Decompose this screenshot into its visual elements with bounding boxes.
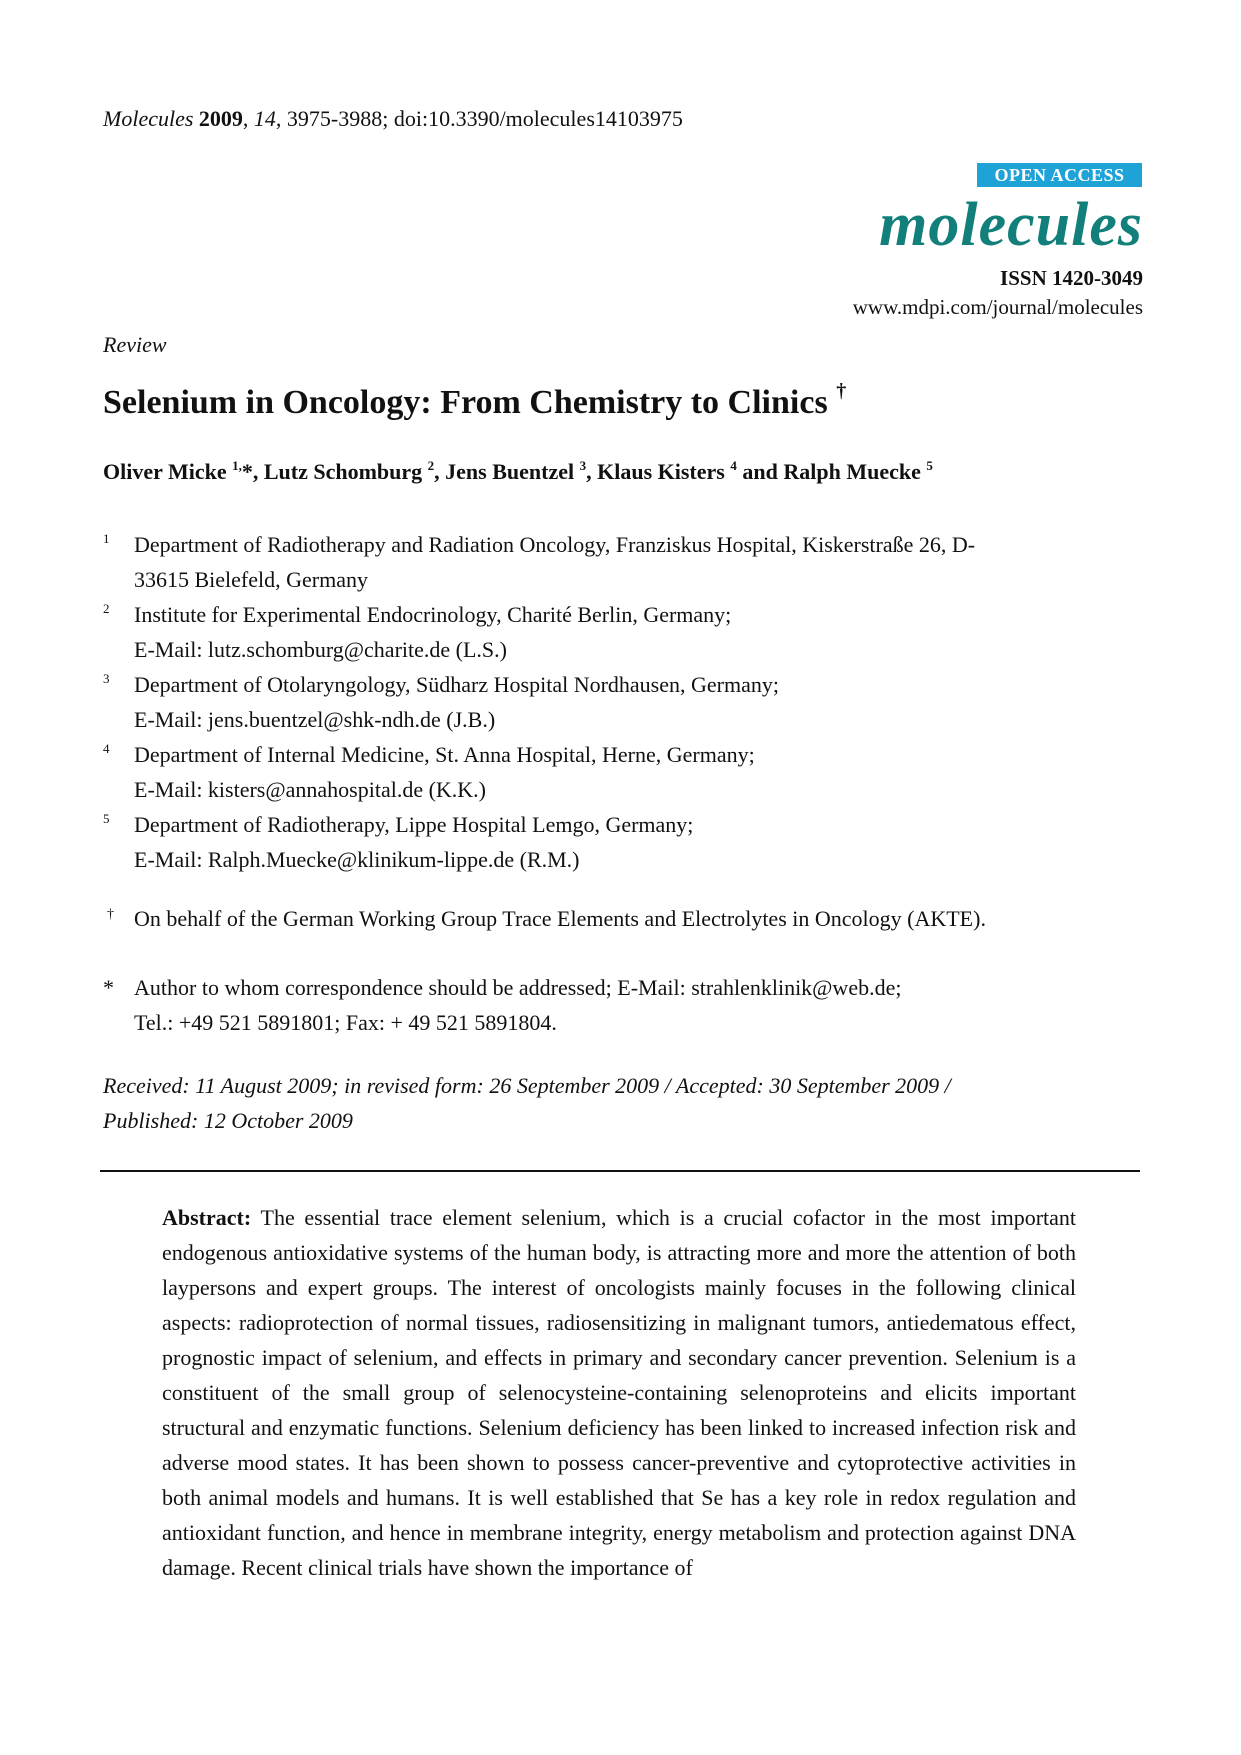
affiliation-email[interactable]: E-Mail: jens.buentzel@shk-ndh.de (J.B.) [134,707,496,732]
journal-name: Molecules [103,106,194,131]
citation-year: 2009 [198,106,243,131]
correspondence-star: * [103,975,114,1000]
correspondence-line: Author to whom correspondence should be addressed; E-Mail: strahlenklinik@web.de; [134,975,902,1000]
author-name: Klaus Kisters [597,459,725,484]
affiliation-2 [103,597,1113,667]
author-affil-sup: 2 [427,458,435,473]
article-type: Review [103,332,167,357]
title-dagger: † [836,380,847,402]
affiliation-line: Department of Radiotherapy and Radiation Oncology, Franziskus Hospital, Kiskerstraße 26, D- [134,532,976,557]
author-sep: and [736,459,784,484]
dagger-note [103,901,1133,936]
abstract-text: The essential trace element selenium, which is a crucial cofactor in the most important endogenous antioxidative systems of the human body, is attracting more and more the attention of both laypersons and expert groups. The interest of oncologists mainly focuses in the following clinical aspects: radioprotection of normal tissues, radiosensitizing in malignant tumors, antiedematous effect, prognostic impact of selenium, and effects in primary and secondary cancer prevention. Selenium is a constituent of the small group of selenocysteine-containing selenoproteins and elicits important structural and enzymatic functions. Selenium deficiency has been linked to increased infection risk and adverse mood states. It has been shown to possess cancer-preventive and cytoprotective activities in both animal models and humans. It is well established that Se has a key role in redox regulation and antioxidant function, and hence in membrane integrity, energy metabolism and protection against DNA damage. Recent clinical trials have shown the importance of [162,1205,1077,1580]
affiliation-1 [103,527,1113,597]
dagger-mark: † [107,907,114,922]
affiliation-number: 5 [103,811,110,826]
citation-volume: 14 [253,106,276,131]
author-sep: , [434,459,446,484]
affiliation-number: 3 [103,671,110,686]
author-4 [597,459,783,484]
author-sep: , [252,459,264,484]
author-affil-sup: 3 [579,458,587,473]
affiliation-email[interactable]: E-Mail: kisters@annahospital.de (K.K.) [134,777,487,802]
affiliation-number: 1 [103,531,110,546]
author-name: Jens Buentzel [445,459,575,484]
author-2 [264,459,445,484]
affiliation-3 [103,667,1113,737]
journal-url[interactable]: www.mdpi.com/journal/molecules [852,295,1143,319]
affiliation-line: Department of Radiotherapy, Lippe Hospital Lemgo, Germany; [134,812,694,837]
dates-line: Received: 11 August 2009; in revised form: 26 September 2009 / Accepted: 30 September 2009 / [103,1073,951,1098]
affiliation-line: 33615 Bielefeld, Germany [134,567,368,592]
author-affil-sup: 5 [926,458,933,473]
citation-pages-doi: , 3975-3988; doi:10.3390/molecules14103975 [275,106,683,131]
author-list [103,458,933,485]
affiliation-4 [103,737,1113,807]
affiliation-line: Department of Otolaryngology, Südharz Hospital Nordhausen, Germany; [134,672,779,697]
affiliation-5 [103,807,1113,877]
author-3 [445,459,597,484]
author-name: Oliver Micke [103,459,227,484]
affiliation-email[interactable]: E-Mail: Ralph.Muecke@klinikum-lippe.de (R.M.) [134,847,580,872]
page-title [103,380,846,422]
abstract-label: Abstract: [162,1205,252,1230]
author-star: * [241,459,253,484]
author-name: Ralph Muecke [783,459,921,484]
affiliation-line: Institute for Experimental Endocrinology, Charité Berlin, Germany; [134,602,732,627]
author-name: Lutz Schomburg [263,459,423,484]
author-sep: , [586,459,598,484]
citation-line: Molecules 2009, 14, 3975-3988; doi:10.3390/molecules14103975 [103,106,683,131]
dagger-note-text: On behalf of the German Working Group Trace Elements and Electrolytes in Oncology (AKTE). [134,906,986,931]
journal-logo: molecules [879,191,1143,259]
correspondence-note [103,970,1133,1040]
issn: ISSN 1420-3049 [1000,266,1143,290]
dates-line: Published: 12 October 2009 [103,1108,353,1133]
open-access-badge: OPEN ACCESS [977,163,1142,187]
title-text: Selenium in Oncology: From Chemistry to Clinics [103,384,828,421]
abstract [162,1200,1076,1585]
author-5 [783,459,933,484]
correspondence-line: Tel.: +49 521 5891801; Fax: + 49 521 5891804. [134,1010,557,1035]
author-affil-sup: 1, [232,458,242,473]
affiliation-email[interactable]: E-Mail: lutz.schomburg@charite.de (L.S.) [134,637,507,662]
section-divider [100,1170,1140,1172]
publication-dates [103,1068,1123,1138]
author-1 [103,459,264,484]
affiliation-number: 4 [103,741,110,756]
author-affil-sup: 4 [730,458,737,473]
affiliation-line: Department of Internal Medicine, St. Anna Hospital, Herne, Germany; [134,742,755,767]
affiliation-number: 2 [103,601,110,616]
